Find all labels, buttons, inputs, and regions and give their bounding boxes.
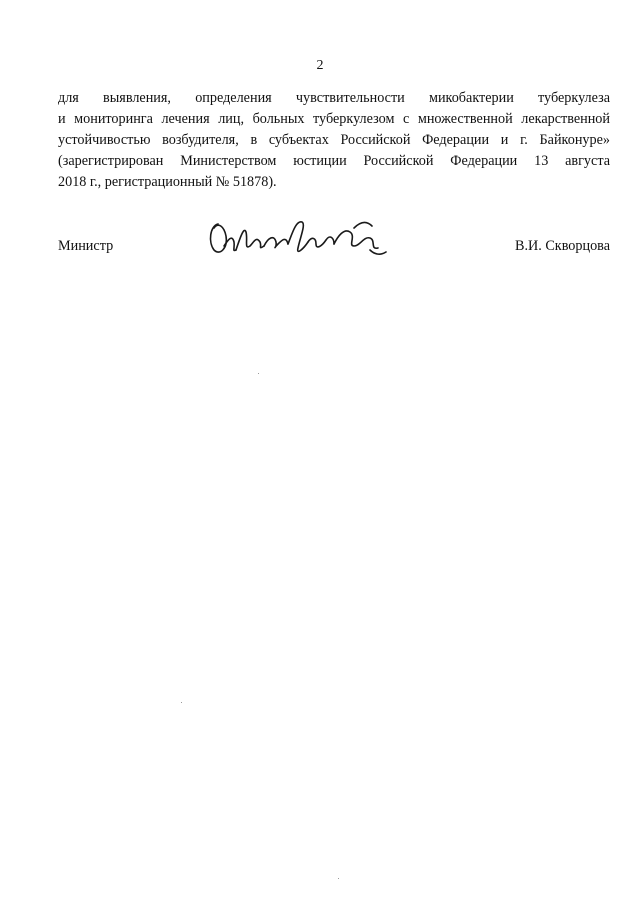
scan-speck — [258, 373, 259, 374]
signatory-name: В.И. Скворцова — [515, 238, 610, 254]
paragraph-line: (зарегистрирован Министерством юстиции Российской Федерации 13 августа — [58, 153, 610, 169]
position-title: Министр — [58, 238, 114, 254]
paragraph-line: 2018 г., регистрационный № 51878). — [58, 174, 277, 190]
paragraph-line: и мониторинга лечения лиц, больных туберкулезом с множественной лекарственной — [58, 111, 610, 127]
handwritten-signature — [204, 212, 394, 264]
scan-speck — [338, 878, 339, 879]
page-number: 2 — [316, 58, 324, 73]
scan-speck — [181, 702, 182, 703]
signature-block — [58, 210, 610, 270]
paragraph-line: для выявления, определения чувствительности микобактерии туберкулеза — [58, 90, 610, 106]
paragraph-line: устойчивостью возбудителя, в субъектах Российской Федерации и г. Байконуре» — [58, 132, 610, 148]
body-paragraph — [58, 88, 610, 193]
